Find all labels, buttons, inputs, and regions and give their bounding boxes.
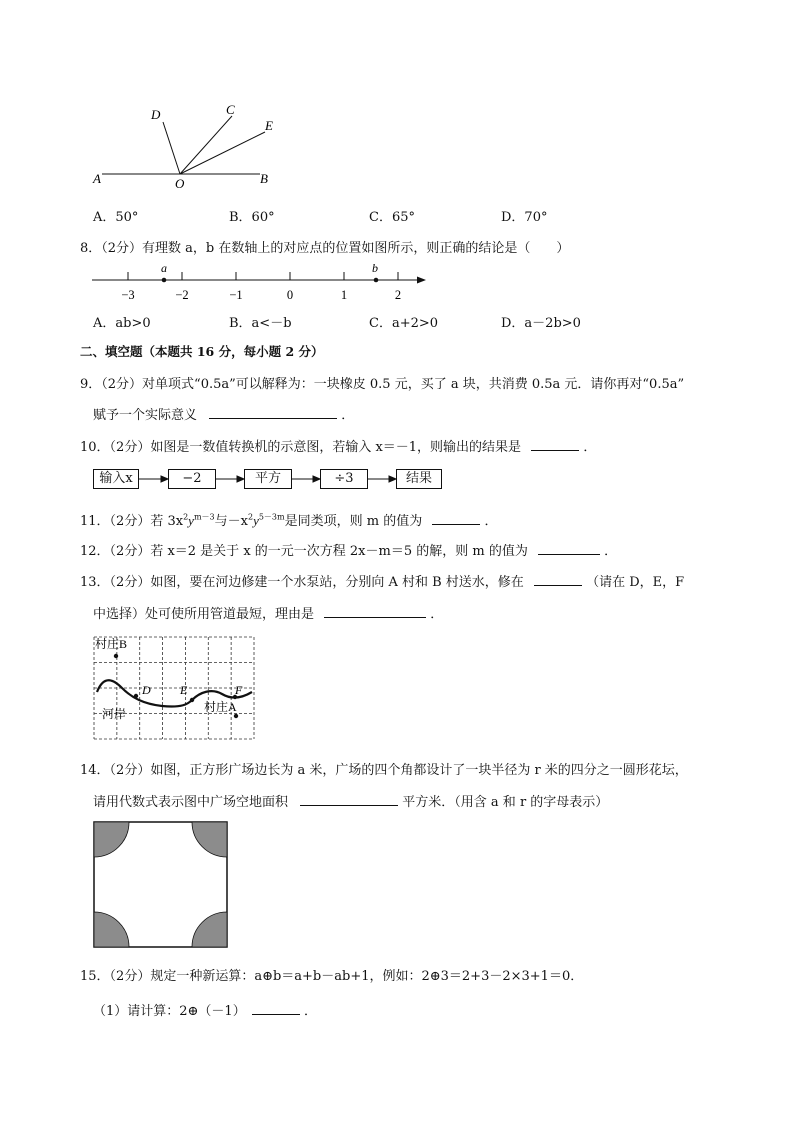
q13-answer-blank-2[interactable] [324,605,426,618]
tick-label: −3 [121,288,135,302]
q12-line [80,540,617,559]
label-o: O [175,176,185,191]
flow-input: 输入x [93,469,139,489]
q13-line2-suffix: ． [430,607,444,622]
village-a-label: 村庄A [204,700,237,714]
point-a [234,714,238,718]
q8-stem: 8．（2分）有理数 a，b 在数轴上的对应点的位置如图所示，则正确的结论是（ ） [80,241,570,256]
q15-answer-blank[interactable] [252,1002,300,1015]
q11-mid: 与－x [214,514,248,529]
label-d: D [151,107,161,122]
q11-exp2b: 5－3m [258,512,285,522]
q15-sub1 [93,1000,317,1019]
q9-line2-suffix: ． [341,408,355,423]
label-b: B [260,171,268,186]
point-d [134,694,138,698]
q13-line1-suffix: （请在 D，E，F [586,575,685,590]
point-a [162,278,167,283]
flow-div3: ÷3 [320,469,368,489]
q14-line2-prefix: 请用代数式表示图中广场空地面积 [93,795,289,810]
q11-exp1: 2 [183,512,189,522]
q13-line1-prefix: 13．（2分）如图，要在河边修建一个水泵站，分别向 A 村和 B 村送水，修在 [80,575,524,590]
q13-line1 [80,571,684,590]
q14-line2-suffix: 平方米．（用含 a 和 r 的字母表示） [402,795,609,810]
q15-sub1-prefix: （1）请计算：2⊕（－1） [93,1004,246,1019]
q9-line2 [93,404,354,423]
q14-line2 [93,791,608,810]
village-b-label: 村庄B [95,637,128,651]
q10-stem-line [80,436,596,455]
e-label: E [180,683,188,697]
point-b-label: b [372,261,378,275]
q14-square-figure [93,821,229,949]
q14-line1: 14．（2分）如图，正方形广场边长为 a 米，广场的四个角都设计了一块半径为 r 米的四分之一圆形花坛， [80,763,688,778]
q11-line: 11．（2分）若 $3x^2y^{m-3}$与$-x^2y^{5-3m}$是同类项，则 m 的值为 ． [80,512,498,529]
q11-answer-blank[interactable] [432,512,480,525]
point-b [114,654,118,658]
tick-label: −2 [175,288,189,302]
q10-answer-blank[interactable] [531,438,579,451]
q8-option-b: B．a<－b [229,316,292,331]
q8-option-a: A．ab>0 [93,316,151,331]
q13-line2 [93,603,443,622]
q15-line1: 15．（2分）规定一种新运算：a⊕b＝a+b－ab+1，例如：2⊕3＝2+3－2×3+1＝0． [80,969,584,984]
q13-answer-blank-1[interactable] [534,573,582,586]
q9-line2-prefix: 赋予一个实际意义 [93,408,198,423]
label-e: E [265,118,273,133]
q12-stem: 12．（2分）若 x＝2 是关于 x 的一元一次方程 2x－m＝5 的解，则 m 的值为 [80,544,528,559]
q11-exp1b: m－3 [193,512,215,522]
q11-suffix: ． [484,514,498,529]
q9-answer-blank[interactable] [209,406,337,419]
q8-option-c: C．a+2>0 [369,316,439,331]
point-b [374,278,379,283]
flow-arrows [0,469,450,489]
tick-label: 1 [340,288,348,302]
section2-title: 二、填空题（本题共 16 分，每小题 2 分） [80,344,324,359]
q7-angle-figure [88,98,288,193]
q11-tail: 是同类项，则 m 的值为 [284,514,423,529]
point-a-label: a [161,261,167,275]
q12-suffix: ． [604,544,618,559]
q14-answer-blank[interactable] [300,793,398,806]
q8-option-d: D．a－2b>0 [501,316,581,331]
q8-number-line [90,258,435,306]
label-c: C [226,102,235,117]
q11-prefix: 11．（2分）若 3x [80,514,184,529]
q10-stem: 10．（2分）如图是一数值转换机的示意图，若输入 x＝－1，则输出的结果是 [80,440,522,455]
flow-minus2: −2 [168,469,216,489]
d-label: D [142,683,151,697]
q7-option-c: C．65° [369,210,415,225]
flow-square: 平方 [244,469,292,489]
label-a: A [93,171,101,186]
tick-label: −1 [229,288,243,302]
tick-label: 2 [394,288,402,302]
q9-line1: 9．（2分）对单项式“0.5a”可以解释为：一块橡皮 0.5 元，买了 a 块，共消费 0.5a 元．请你再对“0.5a” [80,377,685,392]
river-label: 河岸 [102,707,127,721]
q15-sub1-suffix: ． [304,1004,318,1019]
point-e [190,698,194,702]
f-label: F [235,683,243,697]
q7-option-b: B．60° [229,210,275,225]
q13-river-figure [92,634,260,742]
q7-option-d: D．70° [501,210,548,225]
q10-suffix: ． [583,440,597,455]
q7-option-a: A．50° [93,210,139,225]
q12-answer-blank[interactable] [538,542,600,555]
flow-result: 结果 [396,469,442,489]
tick-label: 0 [286,288,294,302]
q13-line2-prefix: 中选择）处可使所用管道最短，理由是 [93,607,315,622]
q11-exp2: 2 [247,512,254,522]
